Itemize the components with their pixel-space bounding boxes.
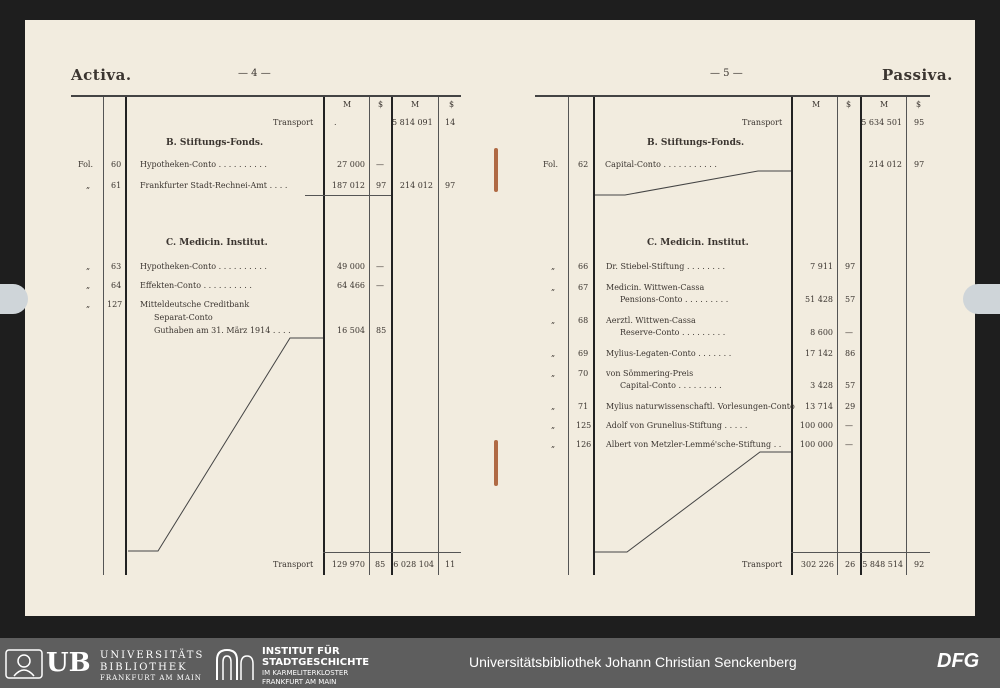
- left-col-m2-header: M: [411, 100, 420, 109]
- left-row-num: 61: [111, 181, 122, 190]
- left-transport-bottom-label: Transport: [273, 560, 314, 569]
- right-transport-bottom-label: Transport: [742, 560, 783, 569]
- left-row-fol: Fol.: [78, 160, 94, 169]
- right-row-m: 17 142: [805, 349, 833, 358]
- right-row-fol: „: [551, 349, 556, 358]
- right-row-num: 70: [578, 369, 589, 378]
- left-row-fol: „: [86, 262, 91, 271]
- right-row-desc: Albert von Metzler-Lemmé'sche-Stiftung . .: [606, 440, 782, 449]
- left-transport-bottom-m: 129 970: [331, 560, 365, 569]
- left-transport-bottom-d: 85: [375, 560, 386, 569]
- right-row-d: 86: [845, 349, 856, 358]
- right-row-d: 29: [845, 402, 856, 411]
- left-row-m: 187 012: [331, 181, 365, 190]
- right-row-fol: „: [551, 421, 556, 430]
- right-col-m2-rule: [906, 97, 907, 575]
- right-transport-top-label: Transport: [742, 118, 783, 127]
- right-capital-m2: 214 012: [868, 160, 902, 169]
- left-page-heading: Activa.: [71, 66, 132, 84]
- left-bottom-sum-rule: [323, 552, 461, 553]
- isg-line1: INSTITUT FÜR: [262, 646, 340, 657]
- left-row-d: —: [376, 262, 384, 271]
- right-transport-top-total-d: 95: [914, 118, 925, 127]
- left-row-num: 60: [111, 160, 122, 169]
- left-top-rule: [71, 95, 461, 97]
- right-col-m-header: M: [812, 100, 821, 109]
- left-row-fol: „: [86, 181, 91, 190]
- university-library-logo-icon: [4, 648, 44, 680]
- right-row-fol: „: [551, 262, 556, 271]
- right-page-heading: Passiva.: [882, 66, 953, 84]
- ub-line1: UNIVERSITÄTS: [100, 650, 205, 661]
- left-page-tab: [0, 284, 28, 314]
- right-row-num: 71: [578, 402, 589, 411]
- right-transport-bottom-total-m: 5 848 514: [862, 560, 903, 569]
- left-col-m-rule: [369, 97, 370, 575]
- right-capital-fol: Fol.: [543, 160, 559, 169]
- left-transport-bottom-total-d: 11: [445, 560, 456, 569]
- right-row-num: 67: [578, 283, 589, 292]
- right-row-desc: Mylius naturwissenschaftl. Vorlesungen-Conto: [606, 402, 795, 411]
- right-row-fol: „: [551, 402, 556, 411]
- left-row-d2: 97: [445, 181, 456, 190]
- right-transport-bottom-total-d: 92: [914, 560, 925, 569]
- left-page-number: — 4 —: [238, 68, 271, 79]
- right-row-m: 100 000: [799, 440, 833, 449]
- footer-center-text: Universitätsbibliothek Johann Christian Senckenberg: [469, 654, 797, 670]
- left-creditbank-line2: Separat-Conto: [154, 313, 213, 322]
- left-col-fol-rule: [103, 97, 104, 575]
- right-row-m: 8 600: [810, 328, 833, 337]
- right-row-m: 3 428: [810, 381, 833, 390]
- right-row-fol: „: [551, 283, 556, 292]
- right-filler-diagonal-lower: [593, 449, 793, 555]
- right-row-num: 66: [578, 262, 589, 271]
- left-subtotal-rule: [305, 195, 391, 196]
- right-section-c-heading: C. Medicin. Institut.: [647, 238, 749, 248]
- right-row-d: —: [845, 440, 853, 449]
- right-row-fol: „: [551, 440, 556, 449]
- left-col-m-header: M: [343, 100, 352, 109]
- left-row-d: —: [376, 281, 384, 290]
- left-section-b-heading: B. Stiftungs-Fonds.: [166, 138, 264, 148]
- right-row-d: —: [845, 421, 853, 430]
- left-creditbank-m: 16 504: [337, 326, 365, 335]
- right-row-d: 57: [845, 295, 856, 304]
- right-row-desc-line2: Reserve-Conto . . . . . . . . .: [620, 328, 726, 337]
- right-section-b-heading: B. Stiftungs-Fonds.: [647, 138, 745, 148]
- left-col-m2-rule: [438, 97, 439, 575]
- right-row-num: 126: [576, 440, 592, 449]
- right-row-m: 100 000: [799, 421, 833, 430]
- right-row-d: 97: [845, 262, 856, 271]
- right-row-desc: Mylius-Legaten-Conto . . . . . . .: [606, 349, 732, 358]
- right-row-m: 7 911: [810, 262, 833, 271]
- left-transport-bottom-total-m: 6 028 104: [393, 560, 434, 569]
- right-row-fol: „: [551, 369, 556, 378]
- binding-thread-bottom: [494, 440, 498, 486]
- right-row-num: 125: [576, 421, 592, 430]
- right-row-desc: von Sömmering-Preis: [606, 369, 694, 378]
- left-creditbank-line3: Guthaben am 31. März 1914 . . . .: [154, 326, 291, 335]
- left-col-d-rule: [391, 97, 393, 575]
- left-row-desc: Frankfurter Stadt-Rechnei-Amt . . . .: [140, 181, 288, 190]
- right-row-fol: „: [551, 316, 556, 325]
- left-filler-diagonal: [125, 335, 325, 555]
- left-section-c-heading: C. Medicin. Institut.: [166, 238, 268, 248]
- binding-thread-top: [494, 148, 498, 192]
- left-transport-top-total-d: 14: [445, 118, 456, 127]
- right-row-d: 57: [845, 381, 856, 390]
- left-row-d: —: [376, 160, 384, 169]
- ub-line2: BIBLIOTHEK: [100, 662, 188, 673]
- right-row-d: —: [845, 328, 853, 337]
- right-row-desc: Aerztl. Wittwen-Cassa: [606, 316, 696, 325]
- right-page-tab: [963, 284, 1000, 314]
- ub-letters: UB: [46, 648, 91, 678]
- right-capital-desc: Capital-Conto . . . . . . . . . . .: [605, 160, 717, 169]
- left-row-d: 97: [376, 181, 387, 190]
- right-row-m: 51 428: [805, 295, 833, 304]
- isg-line4: FRANKFURT AM MAIN: [262, 678, 337, 686]
- ub-line3: FRANKFURT AM MAIN: [100, 674, 202, 682]
- right-page-number: — 5 —: [710, 68, 743, 79]
- footer-bar: [0, 638, 1000, 688]
- left-row-desc: Hypotheken-Conto . . . . . . . . . .: [140, 160, 267, 169]
- right-row-num: 69: [578, 349, 589, 358]
- left-transport-top-label: Transport: [273, 118, 314, 127]
- right-filler-diagonal-upper: [593, 168, 793, 198]
- right-row-desc-line2: Capital-Conto . . . . . . . . .: [620, 381, 722, 390]
- left-col-d2-header: $: [449, 100, 455, 109]
- left-row-fol: „: [86, 281, 91, 290]
- right-bottom-sum-rule: [791, 552, 930, 553]
- left-row-desc: Hypotheken-Conto . . . . . . . . . .: [140, 262, 267, 271]
- right-capital-num: 62: [578, 160, 589, 169]
- right-col-m2-header: M: [880, 100, 889, 109]
- isg-line2: STADTGESCHICHTE: [262, 657, 370, 668]
- left-row-num: 64: [111, 281, 122, 290]
- left-row-m: 64 466: [337, 281, 365, 290]
- right-col-d2-header: $: [916, 100, 922, 109]
- right-row-m: 13 714: [805, 402, 833, 411]
- left-row-m2: 214 012: [399, 181, 433, 190]
- right-transport-bottom-m: 302 226: [800, 560, 834, 569]
- right-capital-d2: 97: [914, 160, 925, 169]
- right-row-desc: Adolf von Grunelius-Stiftung . . . . .: [606, 421, 748, 430]
- institute-arches-logo-icon: [213, 646, 257, 682]
- left-row-desc: Effekten-Conto . . . . . . . . . .: [140, 281, 252, 290]
- left-transport-top-total-m: 5 814 091: [392, 118, 433, 127]
- dfg-logo: DFG: [937, 650, 980, 672]
- right-transport-top-total-m: 5 634 501: [861, 118, 902, 127]
- left-row-num: 127: [107, 300, 123, 309]
- left-row-num: 63: [111, 262, 122, 271]
- right-col-fol-rule: [568, 97, 569, 575]
- right-row-desc: Dr. Stiebel-Stiftung . . . . . . . .: [606, 262, 726, 271]
- right-col-d-header: $: [846, 100, 852, 109]
- right-col-m-rule: [837, 97, 838, 575]
- right-row-num: 68: [578, 316, 589, 325]
- left-row-m: 27 000: [337, 160, 365, 169]
- left-row-m: 49 000: [337, 262, 365, 271]
- left-row-desc: Mitteldeutsche Creditbank: [140, 300, 250, 309]
- right-row-desc-line2: Pensions-Conto . . . . . . . . .: [620, 295, 729, 304]
- isg-line3: IM KARMELITERKLOSTER: [262, 669, 349, 677]
- left-transport-top-dot: .: [334, 118, 337, 127]
- left-col-d-header: $: [378, 100, 384, 109]
- left-creditbank-d: 85: [376, 326, 387, 335]
- right-transport-bottom-d: 26: [845, 560, 856, 569]
- right-row-desc: Medicin. Wittwen-Cassa: [606, 283, 705, 292]
- left-row-fol: „: [86, 300, 91, 309]
